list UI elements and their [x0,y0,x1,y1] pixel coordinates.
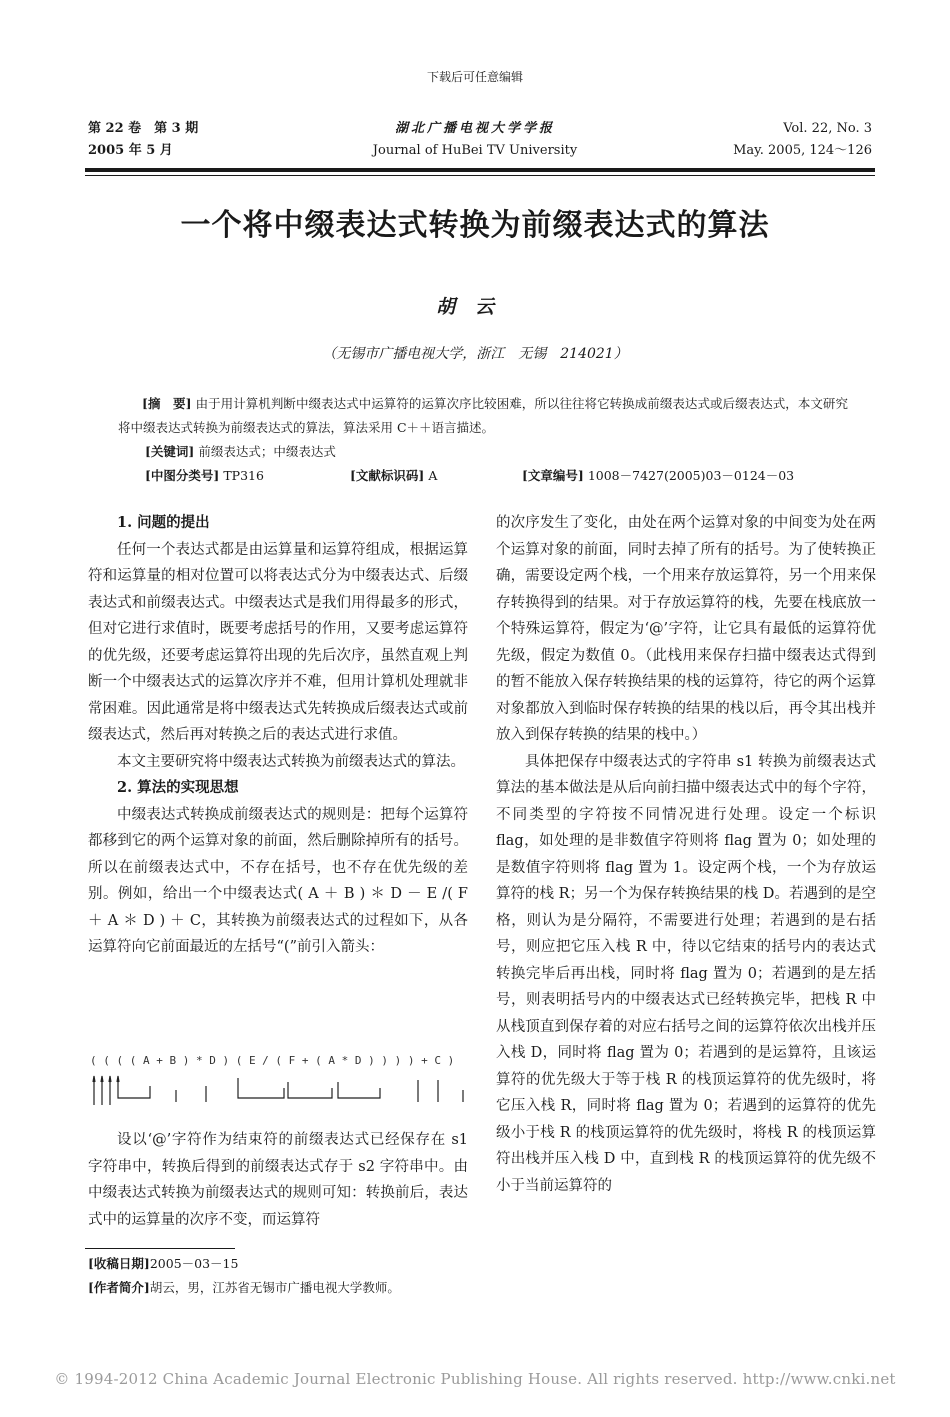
header-rule-thin [85,175,875,176]
section-2-heading: 2. 算法的实现思想 [117,779,239,796]
abstract-text: 由于用计算机判断中缀表达式中运算符的运算次序比较困难，所以往往将它转换成前缀表达式或后缀表达式，本文研究将中缀表达式转换为前缀表达式的算法，算法采用 C＋＋语言描述。 [118,396,848,435]
header-rule-thick [85,168,875,172]
journal-name [300,118,650,162]
issue-info-en [733,118,872,162]
column-right [496,510,876,1199]
author-bio [88,1276,400,1300]
column-left-bottom [88,1127,468,1233]
footnotes [88,1252,400,1300]
copyright-notice: © 1994-2012 China Academic Journal Electronic Publishing House. All rights reserved. http://www.cnki.net [54,1370,896,1388]
paper-author: 胡云 [435,296,514,318]
column-left-top [88,510,468,961]
abstract [118,392,848,440]
journal-name-cn: 湖北广播电视大学学报 [394,121,555,136]
keywords-text: 前缀表达式；中缀表达式 [198,444,336,459]
article-number-label: [文章编号] [522,468,584,483]
right-paragraph-1: 的次序发生了变化，由处在两个运算对象的中间变为处在两个运算对象的前面，同时去掉了所有的括号。为了使转换正确，需要设定两个栈，一个用来存放运算符，另一个用来保存转换得到的结果。对于存放运算符的栈，先要在栈底放一个特殊运算符，假定为‘@’字符，让它具有最低的运算符优先级，假定为数值 0。（此栈用来保存扫描中缀表达式得到的暂不能放入保存转换结果的栈的运算符，待它的两个运算对象都放入到临时保存转换的结果的栈以后，再令其出栈并放入到保存转换的结果的栈中。） [496,515,876,743]
doc-code-value: A [428,468,438,483]
right-paragraph-2: 具体把保存中缀表达式的字符串 s1 转换为前缀表达式算法的基本做法是从后向前扫描中缀表达式中的每个字符，不同类型的字符按不同情况进行处理。设定一个标识 flag，如处理的是非数值字符则将 flag 置为 0；如处理的是数值字符则将 flag 置为 1。设定两个栈，一个为存放运算符的栈 R；另一个为保存转换结果的栈 D。若遇到的是空格，则认为是分隔符，不需要进行处理；若遇到的是右括号，则应把它压入栈 R 中，待以它结束的括号内的表达式转换完毕后再出栈，同时将 flag 置为 0；若遇到的是左括号，则表明括号内的中缀表达式已经转换完毕，把栈 R 中从栈顶直到保存着的对应右括号之间的运算符依次出栈并压入栈 D，同时将 flag 置为 0；若遇到的是运算符，且该运算符的优先级大于等于栈 R 的栈顶运算符的优先级时，将它压入栈 R，同时将 flag 置为 0；若遇到的运算符的优先级小于栈 R 的栈顶运算符的优先级时，将栈 R 的栈顶运算符出栈并压入栈 D 中，直到栈 R 的栈顶运算符的优先级不小于当前运算符的 [496,753,876,1194]
keywords-label: [关键词] [145,444,195,459]
diagram-expression: ( ( ( ( A + B ) * D ) ( E / ( F + ( A * D ) ) ) ) + C ) [90,1054,455,1067]
pages-en: May. 2005, 124～126 [733,143,872,158]
author-bio-text: 胡云，男，江苏省无锡市广播电视大学教师。 [149,1280,400,1295]
doc-code [350,464,437,488]
section-1-heading: 1. 问题的提出 [117,514,210,531]
received-value: 2005－03－15 [149,1256,239,1271]
article-number-value: 1008－7427(2005)03－0124－03 [587,468,795,483]
issue-date: 2005 年 5 月 [88,143,173,158]
doc-code-label: [文献标识码] [350,468,425,483]
issue-info [88,118,198,162]
clc-label: [中图分类号] [145,468,220,483]
article-number [522,464,794,488]
section-2-paragraph-1: 中缀表达式转换成前缀表达式的规则是：把每个运算符都移到它的两个运算对象的前面，然后删除掉所有的括号。所以在前缀表达式中，不存在括号，也不存在优先级的差别。例如，给出一个中缀表达式( A ＋ B ) ＊ D － E /( F ＋ A ＊ D ) ＋ C，其转换为前缀表达式的过程如下，从各运算符向它前面最近的左括号“(”前引入箭头： [88,806,468,955]
volume-issue-en: Vol. 22, No. 3 [783,121,872,136]
keywords [145,440,336,464]
received-date [88,1252,400,1276]
arrow-diagram [88,1050,488,1128]
abstract-label: [摘 要] [142,396,192,411]
author-affiliation: （无锡市广播电视大学，浙江 无锡 214021） [322,346,628,362]
section-2-paragraph-2: 设以‘@’字符作为结束符的前缀表达式已经保存在 s1 字符串中，转换后得到的前缀表达式存于 s2 字符串中。由中缀表达式转换为前缀表达式的规则可知：转换前后，表达式中的运算量的次序不变，而运算符 [88,1132,468,1228]
paper-title: 一个将中缀表达式转换为前缀表达式的算法 [180,208,770,243]
author-bio-label: [作者简介] [88,1280,150,1295]
journal-name-en: Journal of HuBei TV University [372,143,578,158]
clc-number [145,464,264,488]
volume-issue: 第 22 卷 第 3 期 [88,121,199,136]
received-label: [收稿日期] [88,1256,150,1271]
diagram-arrows [93,1076,463,1105]
clc-value: TP316 [223,468,264,483]
download-note: 下载后可任意编辑 [426,70,523,84]
footnote-rule [85,1248,235,1249]
section-1-paragraph-2: 本文主要研究将中缀表达式转换为前缀表达式的算法。 [117,753,465,770]
section-1-paragraph-1: 任何一个表达式都是由运算量和运算符组成，根据运算符和运算量的相对位置可以将表达式分为中缀表达式、后缀表达式和前缀表达式。中缀表达式是我们用得最多的形式，但对它进行求值时，既要考虑括号的作用，又要考虑运算符的优先级，还要考虑运算符出现的先后次序，虽然直观上判断一个中缀表达式的运算次序并不难，但用计算机处理就非常困难。因此通常是将中缀表达式先转换成后缀表达式或前缀表达式，然后再对转换之后的表达式进行求值。 [88,541,468,743]
